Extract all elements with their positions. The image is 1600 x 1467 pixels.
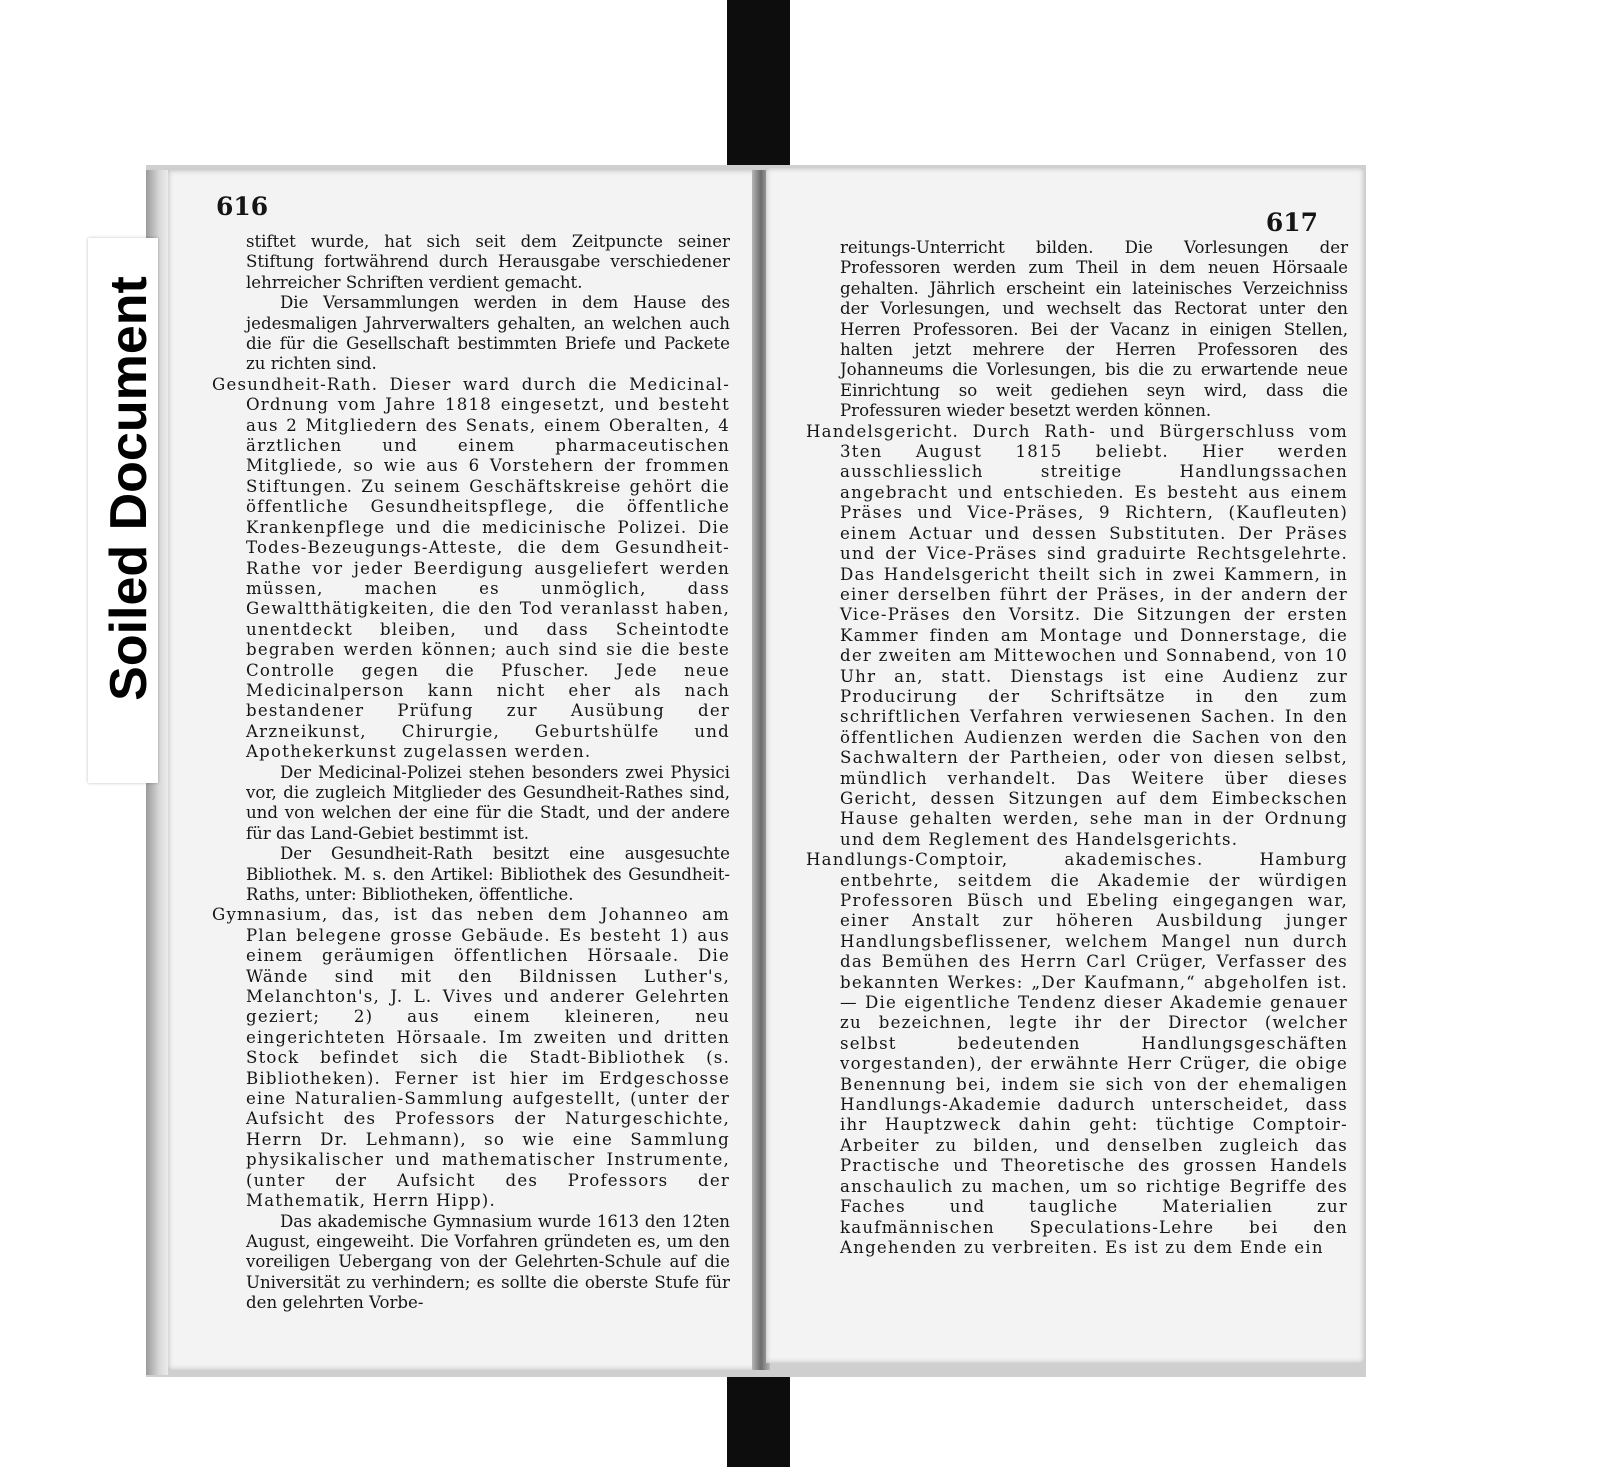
entry-handlungs-comptoir: Handlungs-Comptoir, akademisches. Hamburg entbehrte, seitdem die Akademie der würdigen Professoren Büsch und Ebeling eingegangen war, einer Anstalt zur höheren Ausbildung junger Handlungsbeflissener, welchem Mangel nun durch das Bemühen des Herrn Carl Crüger, Verfasser des bekannten Werkes: „Der Kaufmann,“ abgeholfen ist. — Die eigentliche Tendenz dieser Akademie genauer zu bezeichnen, legte ihr der Director (welcher selbst bedeutenden Handlungsgeschäften vorgestanden), der erwähnte Herr Crüger, die obige Benennung bei, indem sie sich von der ehemaligen Handlungs-Akademie dadurch unterscheidet, dass ihr Hauptzweck dahin geht: tüchtige Comptoir-Arbeiter zu bilden, und denselben zugleich das Practische und Theoretische des grossen Handels anschaulich zu machen, um so richtige Begriffe des Faches und taugliche Materialien zur kaufmännischen Speculations-Lehre bei den Angehenden zu verbreiten. Es ist zu dem Ende ein xyxy=(806,850,1348,1257)
right-text-column xyxy=(806,238,1348,1258)
paragraph: Der Medicinal-Polizei stehen besonders zwei Physici vor, die zugleich Mitglieder des Gesundheit-Rathes sind, und von welchen der eine für die Stadt, und der andere für das Land-Gebiet bestimmt ist. xyxy=(246,762,730,843)
soiled-document-label xyxy=(88,238,158,783)
label-text: Soiled Document xyxy=(100,276,158,701)
left-page xyxy=(168,170,758,1370)
paragraph: Die Versammlungen werden in dem Hause des jedesmaligen Jahrverwalters gehalten, an welchen auch die für die Gesellschaft bestimmten Briefe und Packete zu richten sind. xyxy=(246,293,730,374)
paragraph: stiftet wurde, hat sich seit dem Zeitpuncte seiner Stiftung fortwährend durch Herausgabe verschiedener lehrreicher Schriften verdient gemacht. xyxy=(246,232,730,292)
entry-gymnasium: Gymnasium, das, ist das neben dem Johanneo am Plan belegene grosse Gebäude. Es besteht 1) aus einem geräumigen öffentlichen Hörsaale. Die Wände sind mit den Bildnissen Luther's, Melanchton's, J. L. Vives und anderer Gelehrten geziert; 2) aus einem kleineren, neu eingerichteten Hörsaale. Im zweiten und dritten Stock befindet sich die Stadt-Bibliothek (s. Bibliotheken). Ferner ist hier im Erdgeschosse eine Naturalien-Sammlung aufgestellt, (unter der Aufsicht des Professors der Naturgeschichte, Herrn Dr. Lehmann), so wie eine Sammlung physikalischer und mathematischer Instrumente, (unter der Aufsicht des Professors der Mathematik, Herrn Hipp). xyxy=(212,905,730,1211)
entry-handelsgericht: Handelsgericht. Durch Rath- und Bürgerschluss vom 3ten August 1815 beliebt. Hier werden ausschliesslich streitige Handlungssachen angebracht und entschieden. Es besteht aus einem Präses und Vice-Präses, 9 Richtern, (Kaufleuten) einem Actuar und dessen Substituten. Der Präses und der Vice-Präses sind graduirte Rechtsgelehrte. Das Handelsgericht theilt sich in zwei Kammern, in einer derselben führt der Präses, in der andern der Vice-Präses den Vorsitz. Die Sitzungen der ersten Kammer finden am Montage und Donnerstage, die der zweiten am Mittewochen und Sonnabend, von 10 Uhr an, statt. Dienstags ist eine Audienz zur Producirung der Schriftsätze in den zum schriftlichen Verfahren verwiesenen Sachen. In den öffentlichen Audienzen werden die Sachen von den Sachwaltern der Partheien, oder von diesen selbst, mündlich verhandelt. Das Weitere über dieses Gericht, dessen Sitzungen auf dem Eimbeckschen Hause gehalten werden, sehe man in der Ordnung und dem Reglement des Handelsgerichts. xyxy=(806,421,1348,849)
paragraph: reitungs-Unterricht bilden. Die Vorlesungen der Professoren werden zum Theil in dem neuen Hörsaale gehalten. Jährlich erscheint ein lateinisches Verzeichniss der Vorlesungen, und wechselt das Rectorat unter den Herren Professoren. Bei der Vacanz in einigen Stellen, halten jetzt mehrere der Herren Professoren des Johanneums die Vorlesungen, bis die zu erwartende neue Einrichtung so weit gediehen seyn wird, dass die Professuren wieder besetzt werden können. xyxy=(840,238,1348,421)
left-text-column xyxy=(212,232,730,1314)
right-page xyxy=(766,168,1364,1363)
page-number-left: 616 xyxy=(216,192,269,221)
paragraph: Das akademische Gymnasium wurde 1613 den 12ten August, eingeweiht. Die Vorfahren gründeten es, um den voreiligen Uebergang von der Gelehrten-Schule auf die Universität zu verhindern; es sollte die oberste Stufe für den gelehrten Vorbe- xyxy=(246,1211,730,1313)
entry-gesundheit-rath: Gesundheit-Rath. Dieser ward durch die Medicinal-Ordnung vom Jahre 1818 eingesetzt, und besteht aus 2 Mitgliedern des Senats, einem Oberalten, 4 ärztlichen und einem pharmaceutischen Mitgliede, so wie aus 6 Vorstehern der frommen Stiftungen. Zu seinem Geschäftskreise gehört die öffentliche Gesundheitspflege, die öffentliche Krankenpflege und die medicinische Polizei. Die Todes-Bezeugungs-Atteste, die dem Gesundheit-Rathe vor jeder Beerdigung ausgeliefert werden müssen, machen es unmöglich, dass Gewaltthätigkeiten, die den Tod veranlasst haben, unentdeckt bleiben, und dass Scheintodte begraben werden können; auch sind sie die beste Controlle gegen die Pfuscher. Jede neue Medicinalperson kann nicht eher als nach bestandener Prüfung zur Ausübung der Arzneikunst, Chirurgie, Geburtshülfe und Apothekerkunst zugelassen werden. xyxy=(212,374,730,762)
paragraph: Der Gesundheit-Rath besitzt eine ausgesuchte Bibliothek. M. s. den Artikel: Bibliothek des Gesundheit-Raths, unter: Bibliotheken, öffentliche. xyxy=(246,844,730,904)
binding-strip-bottom xyxy=(727,1362,790,1467)
page-number-right: 617 xyxy=(1265,208,1318,237)
binding-strip-top xyxy=(727,0,790,176)
